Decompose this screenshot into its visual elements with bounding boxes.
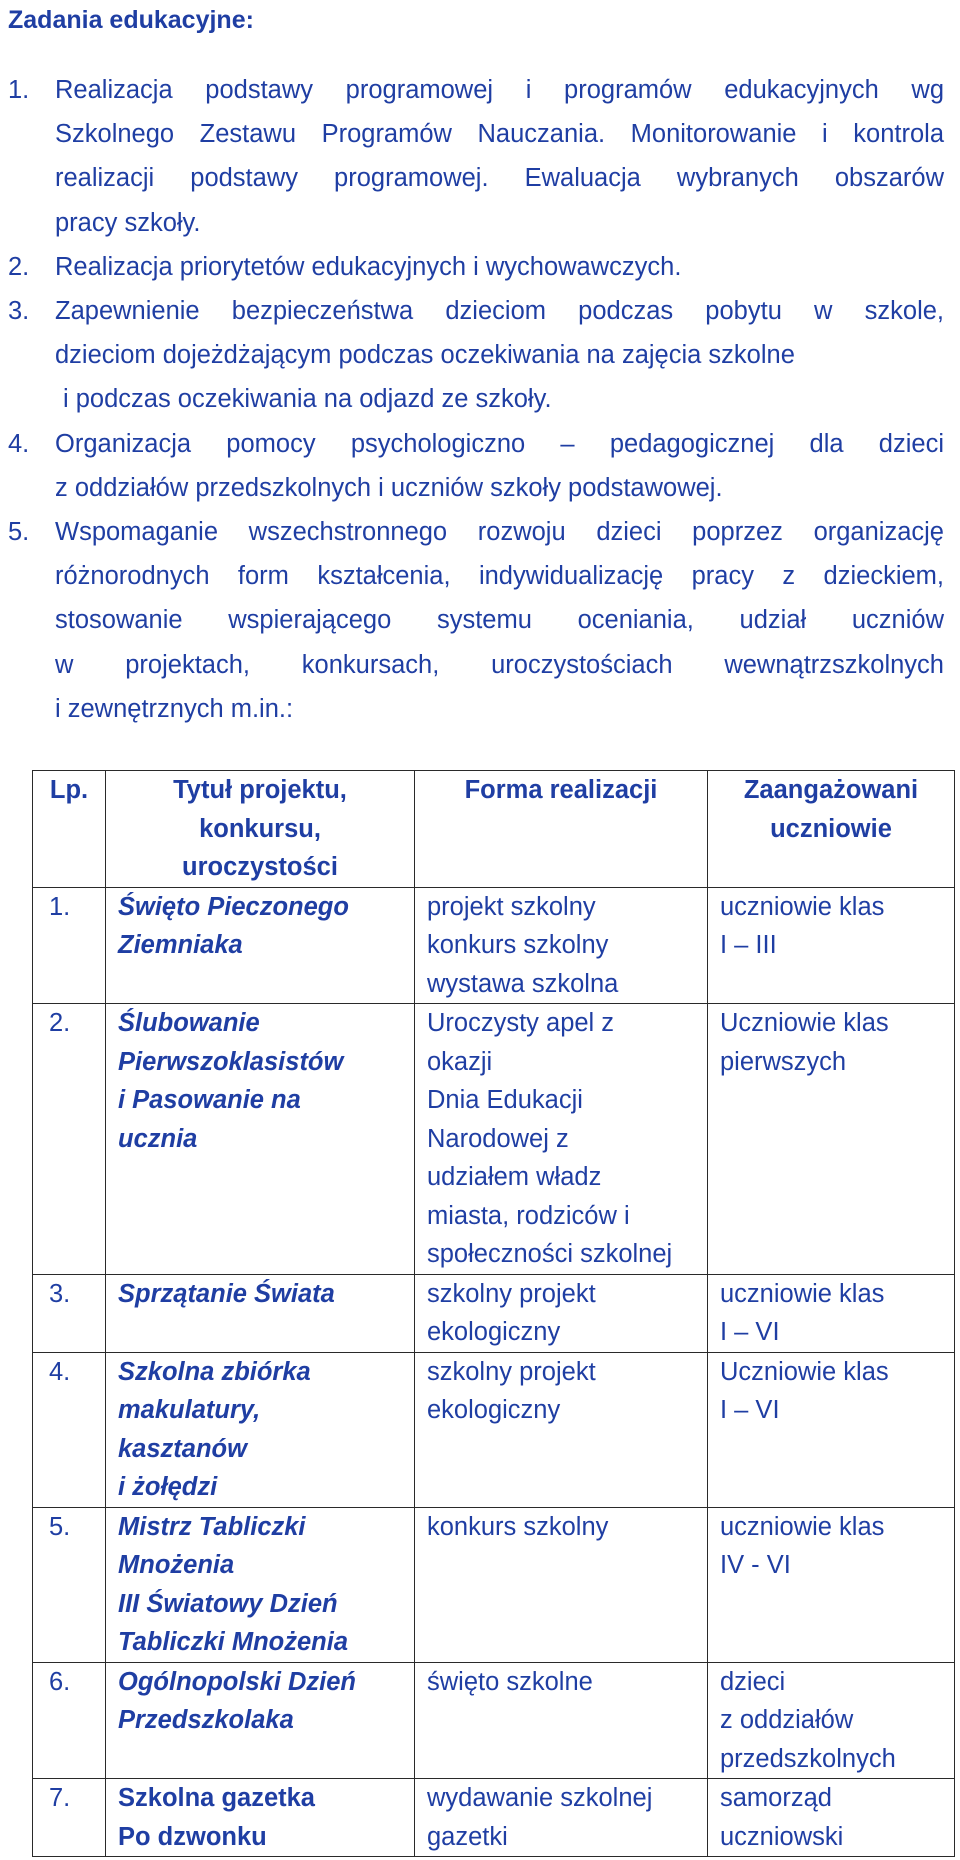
cell-students-line: I – VI bbox=[720, 1396, 780, 1424]
task-line: i podczas oczekiwania na odjazd ze szkoły. bbox=[63, 385, 552, 414]
cell-title bbox=[106, 1507, 415, 1662]
cell-title-line: Sprzątanie Świata bbox=[118, 1279, 335, 1308]
cell-title-line: Mnożenia bbox=[118, 1551, 235, 1579]
cell-title-line: Mistrz Tabliczki bbox=[118, 1512, 306, 1541]
cell-students bbox=[708, 887, 955, 1004]
cell-students-line: pierwszych bbox=[720, 1047, 847, 1076]
table-row bbox=[33, 1004, 955, 1275]
cell-title-line: ucznia bbox=[118, 1124, 198, 1153]
cell-title bbox=[106, 1779, 415, 1857]
cell-form bbox=[415, 1352, 708, 1507]
cell-form-line: wydawanie szkolnej bbox=[427, 1784, 653, 1812]
cell-title-line: Ogólnopolski Dzień bbox=[118, 1667, 357, 1696]
task-item bbox=[8, 68, 944, 245]
header-title-line: Tytuł projektu, bbox=[173, 776, 347, 804]
task-line: realizacji podstawy programowej. Ewaluacja wybranych obszarów bbox=[55, 164, 944, 193]
table-row bbox=[33, 1507, 955, 1662]
table-row bbox=[33, 1779, 955, 1857]
projects-table bbox=[32, 770, 955, 1857]
cell-form-line: ekologiczny bbox=[427, 1318, 561, 1346]
header-students-line: uczniowie bbox=[770, 814, 892, 843]
task-line: w projektach, konkursach, uroczystościach wewnątrzszkolnych bbox=[55, 650, 944, 679]
task-item bbox=[8, 289, 944, 422]
cell-students-line: uczniowie klas bbox=[720, 892, 885, 921]
header-title-line: konkursu, bbox=[199, 814, 321, 843]
task-number: 4. bbox=[8, 429, 30, 458]
task-item bbox=[8, 510, 944, 731]
cell-lp: 5. bbox=[33, 1507, 106, 1662]
task-line: różnorodnych form kształcenia, indywidualizację pracy z dzieckiem, bbox=[55, 562, 944, 591]
cell-students bbox=[708, 1662, 955, 1779]
cell-students bbox=[708, 1274, 955, 1352]
cell-title-line: Przedszkolaka bbox=[118, 1706, 294, 1734]
cell-form bbox=[415, 1004, 708, 1275]
cell-lp: 6. bbox=[33, 1662, 106, 1779]
header-students-line: Zaangażowani bbox=[743, 776, 919, 804]
cell-students-line: uczniowie klas bbox=[720, 1512, 885, 1541]
cell-form-line: ekologiczny bbox=[427, 1396, 561, 1424]
cell-form bbox=[415, 1507, 708, 1662]
cell-form-line: szkolny projekt bbox=[427, 1357, 596, 1386]
section-heading: Zadania edukacyjne: bbox=[8, 6, 254, 34]
cell-form-line: miasta, rodziców i bbox=[427, 1201, 630, 1230]
cell-title bbox=[106, 1352, 415, 1507]
cell-title bbox=[106, 887, 415, 1004]
task-line: Realizacja priorytetów edukacyjnych i wychowawczych. bbox=[55, 252, 682, 281]
cell-form bbox=[415, 1662, 708, 1779]
task-line: Szkolnego Zestawu Programów Nauczania. Monitorowanie i kontrola bbox=[55, 120, 944, 149]
header-title-line: uroczystości bbox=[182, 853, 338, 881]
task-line: pracy szkoły. bbox=[55, 208, 201, 237]
cell-title-line: kasztanów bbox=[118, 1434, 247, 1463]
cell-title-line: III Światowy Dzień bbox=[118, 1589, 338, 1618]
cell-students bbox=[708, 1507, 955, 1662]
cell-students-line: uczniowie klas bbox=[720, 1279, 885, 1308]
task-line: dzieciom dojeżdżającym podczas oczekiwania na zajęcia szkolne bbox=[55, 341, 795, 370]
cell-form-line: projekt szkolny bbox=[427, 892, 596, 921]
task-item bbox=[8, 422, 944, 510]
cell-students bbox=[708, 1352, 955, 1507]
cell-title bbox=[106, 1004, 415, 1275]
cell-form-line: Uroczysty apel z bbox=[427, 1009, 615, 1037]
cell-title-line: makulatury, bbox=[118, 1396, 261, 1424]
cell-form-line: święto szkolne bbox=[427, 1667, 593, 1696]
cell-title bbox=[106, 1662, 415, 1779]
cell-title-line: Szkolna gazetka bbox=[118, 1784, 315, 1812]
cell-lp: 1. bbox=[33, 887, 106, 1004]
cell-form-line: Dnia Edukacji bbox=[427, 1086, 583, 1114]
cell-students-line: IV - VI bbox=[720, 1551, 791, 1579]
cell-students bbox=[708, 1779, 955, 1857]
tasks-list bbox=[8, 68, 944, 731]
cell-form-line: wystawa szkolna bbox=[427, 969, 619, 998]
cell-students-line: Uczniowie klas bbox=[720, 1009, 889, 1037]
cell-form bbox=[415, 1274, 708, 1352]
cell-form bbox=[415, 887, 708, 1004]
cell-students-line: I – III bbox=[720, 931, 777, 959]
header-students bbox=[708, 771, 955, 888]
cell-lp: 4. bbox=[33, 1352, 106, 1507]
task-item bbox=[8, 245, 944, 289]
cell-form-line: szkolny projekt bbox=[427, 1279, 596, 1308]
cell-title-line: Ślubowanie bbox=[118, 1009, 260, 1037]
task-number: 1. bbox=[8, 76, 30, 104]
header-lp: Lp. bbox=[33, 771, 106, 888]
cell-students-line: Uczniowie klas bbox=[720, 1357, 889, 1386]
header-title bbox=[106, 771, 415, 888]
task-line: stosowanie wspierającego systemu oceniania, udział uczniów bbox=[55, 606, 944, 635]
cell-form-line: konkurs szkolny bbox=[427, 931, 609, 959]
cell-title-line: Po dzwonku bbox=[118, 1822, 267, 1851]
table-body bbox=[33, 887, 955, 1857]
table-row bbox=[33, 1274, 955, 1352]
task-line: i zewnętrznych m.in.: bbox=[55, 694, 294, 723]
cell-form-line: konkurs szkolny bbox=[427, 1512, 609, 1541]
cell-title-line: Święto Pieczonego bbox=[118, 892, 349, 921]
table-row bbox=[33, 1662, 955, 1779]
cell-form-line: okazji bbox=[427, 1047, 493, 1076]
task-line: Wspomaganie wszechstronnego rozwoju dzieci poprzez organizację bbox=[55, 518, 944, 547]
cell-lp: 2. bbox=[33, 1004, 106, 1275]
table-row bbox=[33, 1352, 955, 1507]
table-row bbox=[33, 887, 955, 1004]
task-number: 3. bbox=[8, 297, 30, 326]
cell-title-line: Pierwszoklasistów bbox=[118, 1047, 344, 1076]
cell-lp: 7. bbox=[33, 1779, 106, 1857]
header-form: Forma realizacji bbox=[415, 771, 708, 888]
table-header-row bbox=[33, 771, 955, 888]
cell-title-line: Szkolna zbiórka bbox=[118, 1357, 311, 1386]
task-number: 5. bbox=[8, 518, 30, 547]
cell-title-line: Tabliczki Mnożenia bbox=[118, 1628, 349, 1656]
task-line: Zapewnienie bezpieczeństwa dzieciom podczas pobytu w szkole, bbox=[55, 297, 944, 326]
cell-form bbox=[415, 1779, 708, 1857]
cell-title-line: Ziemniaka bbox=[118, 931, 243, 959]
cell-students bbox=[708, 1004, 955, 1275]
cell-title-line: i Pasowanie na bbox=[118, 1086, 301, 1114]
cell-students-line: uczniowski bbox=[720, 1822, 844, 1851]
cell-form-line: gazetki bbox=[427, 1822, 508, 1851]
cell-students-line: I – VI bbox=[720, 1318, 780, 1346]
task-number: 2. bbox=[8, 252, 30, 281]
task-line: Realizacja podstawy programowej i programów edukacyjnych wg bbox=[55, 76, 944, 104]
task-line: Organizacja pomocy psychologiczno – pedagogicznej dla dzieci bbox=[55, 429, 944, 458]
task-line: z oddziałów przedszkolnych i uczniów szkoły podstawowej. bbox=[55, 473, 723, 502]
cell-form-line: udziałem władz bbox=[427, 1163, 602, 1191]
cell-title bbox=[106, 1274, 415, 1352]
cell-students-line: samorząd bbox=[720, 1784, 832, 1812]
cell-lp: 3. bbox=[33, 1274, 106, 1352]
cell-form-line: społeczności szkolnej bbox=[427, 1240, 673, 1268]
cell-students-line: przedszkolnych bbox=[720, 1744, 896, 1773]
cell-form-line: Narodowej z bbox=[427, 1124, 569, 1153]
cell-title-line: i żołędzi bbox=[118, 1473, 218, 1501]
cell-students-line: dzieci bbox=[720, 1667, 786, 1696]
cell-students-line: z oddziałów bbox=[720, 1706, 854, 1734]
